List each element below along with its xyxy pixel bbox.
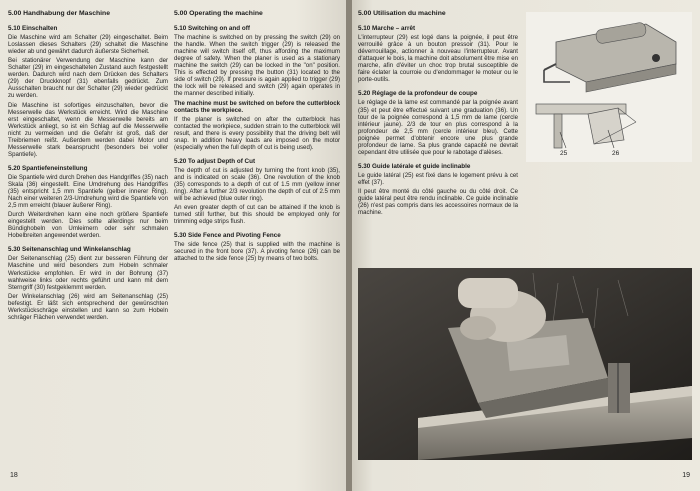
english-column	[174, 10, 340, 264]
en-section-title: 5.10 Switching on and off	[174, 25, 250, 33]
de-heading: 5.00 Handhabung der Maschine	[8, 10, 110, 17]
fr-paragraph: Le guide latéral (25) est fixé dans le logement prévu à cet effet (37).	[358, 171, 518, 186]
fr-paragraph: Le réglage de la lame est commandé par la poignée avant (35) et peut être effectué suivant une graduation (36). Un tour de la poignée correspond à 1,5 mm de lame (cercle intérieur jaune). 2/3 de tour en plus correspond à la profondeur de 2,5 mm (cercle intérieur bleu). Cette poignée permet d'obtenir encore une plus grande profondeur de lame. Sa plus grande capacité ne devrait cependant être utilisée que pour le rabotage d'alèses.	[358, 99, 518, 156]
fence-illustration	[526, 12, 692, 162]
left-page	[0, 0, 348, 491]
de-paragraph: Durch Weiterdrehen kann eine noch größere Spantiefe eingestellt werden. Dies sollte allerdings nur beim Bündighobeln von Umleimern oder sehr schmalen Hobelbreiten angewendet werden.	[8, 211, 168, 240]
fr-section-title: 5.10 Marche – arrêt	[358, 25, 416, 33]
page-number-right: 19	[682, 472, 690, 479]
fr-paragraph: Il peut être monté du côté gauche ou du côté droit. Ce guide latéral peut être rendu inclinable. Ce guide inclinable (26) n'est pas compris dans les accessoires normaux de la machine.	[358, 187, 518, 217]
fr-section-title: 5.20 Réglage de la profondeur de coupe	[358, 90, 478, 98]
en-heading: 5.00 Operating the machine	[174, 10, 263, 17]
planer-in-use-photo	[358, 268, 692, 460]
photo-render	[358, 268, 692, 460]
page-number-left: 18	[10, 472, 18, 479]
de-paragraph: Die Maschine ist sofortiges einzuschalten, bevor die Messerwelle das Werkstück erreicht. Wird die Maschine erst eingeschaltet, wenn die Messerwelle bereits am Werkstück anliegt, so ist ein Schlag auf die Messerwelle nicht zu vermeiden und die Gefahr ist groß, daß der Treibriemen reißt. Außerdem werden dabei Motor und Messerwelle stark beansprucht (besonders bei voller Spantiefe).	[8, 101, 168, 158]
figure-label-side-fence: 25	[560, 150, 568, 157]
fr-section-title: 5.30 Guide latérale et guide inclinable	[358, 162, 471, 170]
en-paragraph: An even greater depth of cut can be attained if the knob is turned still further, but this should be employed only for trimming edge strips flush.	[174, 204, 340, 226]
en-paragraph: The side fence (25) that is supplied with the machine is secured in the front bore (37). A pivoting fence (26) can be attached to the side fence (25) by means of two bolts.	[174, 241, 340, 263]
en-section-title: 5.30 Side Fence and Pivoting Fence	[174, 232, 281, 240]
french-column	[358, 10, 518, 218]
figure-label-pivoting-fence: 26	[612, 150, 620, 157]
planer-fence-drawing	[526, 12, 692, 162]
en-paragraph: The depth of cut is adjusted by turning the front knob (35), and is indicated on scale (36). One revolution of the knob (35) corresponds to a depth of cut of 1.5 mm (yellow inner ring). After a further 2/3 revolution the depth of cut of 2.5 mm will be achieved (blue outer ring).	[174, 166, 340, 203]
de-section-title: 5.20 Spantiefeneinstellung	[8, 164, 88, 172]
en-paragraph: The machine is switched on by pressing the switch (29) on the handle. When the switch trigger (29) is released the machine will switch itself off, thus affording the maximum degree of safety. When the planer is used as a stationary machine the switch (29) can be locked in the "on" position. This is effected by pressing the button (31) located to the side of switch (29). If pressure is again applied to trigger (29) the lock will be released and switch (29) again operates in the manner described initially.	[174, 34, 340, 98]
de-section-title: 5.10 Einschalten	[8, 25, 58, 33]
german-column	[8, 10, 168, 323]
de-paragraph: Die Spantiefe wird durch Drehen des Handgriffes (35) nach Skala (36) eingestellt. Eine Umdrehung des Handgriffes (35) entspricht 1,5 mm Spantiefe (gelber innerer Ring). Nach einer weiteren 2/3-Umdrehung wird die Spantiefe von 2,5 mm erreicht (blauer äußerer Ring).	[8, 173, 168, 210]
en-paragraph: If the planer is switched on after the cutterblock has contacted the workpiece, sudden strain to the cutterblock will result, and there is every possibility that the driving belt will snap. In addition heavy loads are imposed on the motor (especially when the full depth of cut is being used).	[174, 115, 340, 151]
right-page	[352, 0, 700, 491]
en-warning: The machine must be switched on before the cutterblock contacts the workpiece.	[174, 99, 340, 114]
de-paragraph: Bei stationärer Verwendung der Maschine kann der Schalter (29) im eingeschalteten Zustand auch festgestellt werden. Dadurch wird nach dem Drücken des Schalters (29) der Druckknopf (31) ebenfalls gedrückt. Zum Ausschalten braucht nur der Schalter (29) wieder gedrückt zu werden.	[8, 57, 168, 100]
de-paragraph: Der Winkelanschlag (26) wird am Seitenanschlag (25) befestigt. Er läßt sich entsprechend der gewünschten Werkstückschräge einstellen und kann so zum Hobeln schräger Flächen verwendet werden.	[8, 292, 168, 321]
fr-heading: 5.00 Utilisation du machine	[358, 10, 446, 17]
de-section-title: 5.30 Seitenanschlag und Winkelanschlag	[8, 246, 131, 254]
fr-paragraph: L'interrupteur (29) est logé dans la poignée, il peut être verrouillé grâce à un bouton pressoir (31). Pour le déverrouillage, actionner à nouveau l'interrupteur. Avant d'attaquer le bois, la machine doit absolument être mise en marche, afin d'éviter un choc trop brutal susceptible de faire éclater la courroie ou d'endommager le moteur ou le porte-outils.	[358, 34, 518, 84]
en-section-title: 5.20 To adjust Depth of Cut	[174, 157, 256, 165]
de-paragraph: Der Seitenanschlag (25) dient zur besseren Führung der Maschine und wird besonders zum Hobeln schmaler Werkstücke empfohlen. Er wird in der Bohrung (37) wahlweise links oder rechts geführt und kann mit dem Sterngriff (30) festgeklemmt werden.	[8, 255, 168, 291]
de-paragraph: Die Maschine wird am Schalter (29) eingeschaltet. Beim Loslassen dieses Schalters (29) schaltet die Maschine wieder ab und gewährt dadurch äußerste Sicherheit.	[8, 34, 168, 56]
